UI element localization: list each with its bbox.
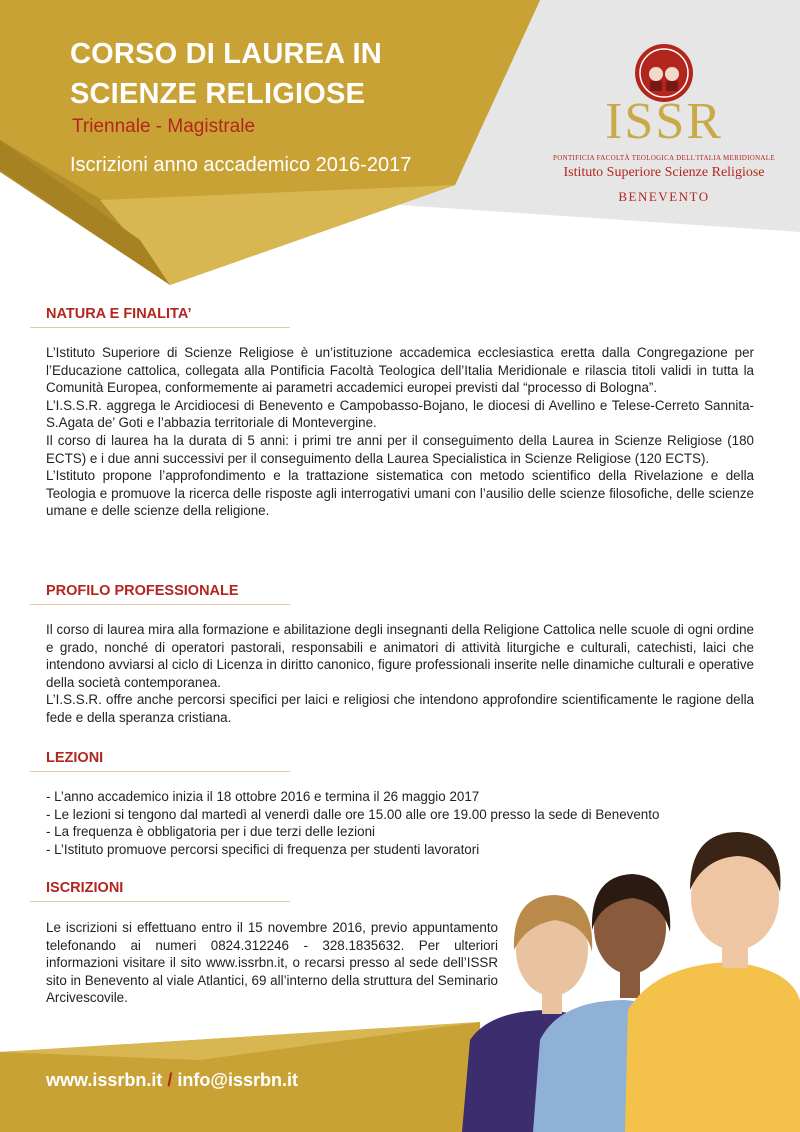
logo-faculty: PONTIFICIA FACOLTÀ TEOLOGICA DELL'ITALIA MERIDIONALE (553, 154, 775, 162)
paragraph: L’I.S.S.R. aggrega le Arcidiocesi di Benevento e Campobasso-Bojano, le diocesi di Avellino e Telese-Cerreto Sannita-S.Agata de’ Goti e l’abbazia territoriale di Montevergine. (46, 397, 754, 431)
lezioni-list (46, 788, 659, 858)
section-title-natura: NATURA E FINALITA’ (46, 306, 192, 322)
list-item: - L’Istituto promuove percorsi specifici di frequenza per studenti lavoratori (46, 841, 480, 857)
paragraph: L’Istituto Superiore di Scienze Religiose è un’istituzione accademica ecclesiastica eretta dalla Congregazione per l’Educazione cattolica, collegata alla Pontificia Facoltà Teologica dell’Italia Meridionale e rilascia titoli validi in tutta la Comunità Europea, conformemente ai parametri accademici europei previsti dal “processo di Bologna”. (46, 345, 754, 396)
students-illustration (462, 832, 800, 1132)
website-link[interactable]: www.issrbn.it (46, 1070, 163, 1090)
section-title-lezioni: LEZIONI (46, 750, 104, 766)
section-body-iscrizioni: Le iscrizioni si effettuano entro il 15 novembre 2016, previo appuntamento telefonando ai numeri 0824.312246 - 328.1835632. Per ulteriori informazioni visitare il sito www.issrbn.it, o recarsi presso al sede dell’ISSR sito in Benevento al viale Atlantici, 69 all’interno della struttura del Seminario Arcivescovile. (46, 920, 498, 1006)
list-item: - Le lezioni si tengono dal martedì al venerdì dalle ore 15.00 alle ore 19.00 presso la sede di Benevento (46, 806, 660, 822)
section-title-iscrizioni: ISCRIZIONI (46, 880, 124, 896)
section-body-natura (46, 344, 754, 520)
section-title-profilo: PROFILO PROFESSIONALE (46, 583, 239, 599)
enrollment-year: Iscrizioni anno accademico 2016-2017 (70, 154, 412, 176)
course-title-line1: CORSO DI LAUREA IN (70, 38, 382, 70)
logo-city: BENEVENTO (618, 189, 710, 204)
course-title (70, 34, 382, 114)
footer-contacts (46, 1070, 298, 1091)
logo-institute: Istituto Superiore Scienze Religiose (563, 165, 765, 180)
section-divider (30, 901, 290, 902)
section-divider (30, 327, 290, 328)
list-item: - L’anno accademico inizia il 18 ottobre 2016 e termina il 26 maggio 2017 (46, 789, 480, 804)
section-divider (30, 771, 290, 772)
paragraph: Il corso di laurea ha la durata di 5 anni: i primi tre anni per il conseguimento della Laurea in Scienze Religiose (180 ECTS) e i due anni successivi per il conseguimento della Laurea Specialistica in Scienze Religiose (120 ECTS). (46, 432, 754, 466)
paragraph: L’I.S.S.R. offre anche percorsi specifici per laici e religiosi che intendono approfondire scientificamente le ragione della fede e della speranza cristiana. (46, 692, 754, 725)
section-divider (30, 604, 290, 605)
section-body-profilo (46, 621, 754, 727)
paragraph: L’Istituto propone l’approfondimento e la trattazione sistematica con metodo scientifico della Rivelazione e della Teologia e promuove la ricerca delle risposte agli interrogativi umani con l’ausilio delle scienze filosofiche, delle scienze umane e delle scienze della religione. (46, 468, 754, 519)
course-subtitle: Triennale - Magistrale (72, 116, 256, 137)
course-title-line2: SCIENZE RELIGIOSE (70, 78, 366, 110)
paragraph: Il corso di laurea mira alla formazione e abilitazione degli insegnanti della Religione Cattolica nelle scuole di ogni ordine e grado, nonché di operatori pastorali, responsabili e animatori di attività liturgiche e culturali, catechisti, laici che intendono avviarsi al ciclo di Licenza in diritto canonico, figure professionali inserite nelle dinamiche culturali e operative della società contemporanea. (46, 622, 754, 690)
list-item: - La frequenza è obbligatoria per i due terzi delle lezioni (46, 824, 376, 840)
email-link[interactable]: info@issrbn.it (177, 1070, 298, 1090)
logo-text: ISSR (605, 93, 723, 150)
issr-logo (548, 42, 780, 205)
footer-separator: / (167, 1070, 173, 1090)
